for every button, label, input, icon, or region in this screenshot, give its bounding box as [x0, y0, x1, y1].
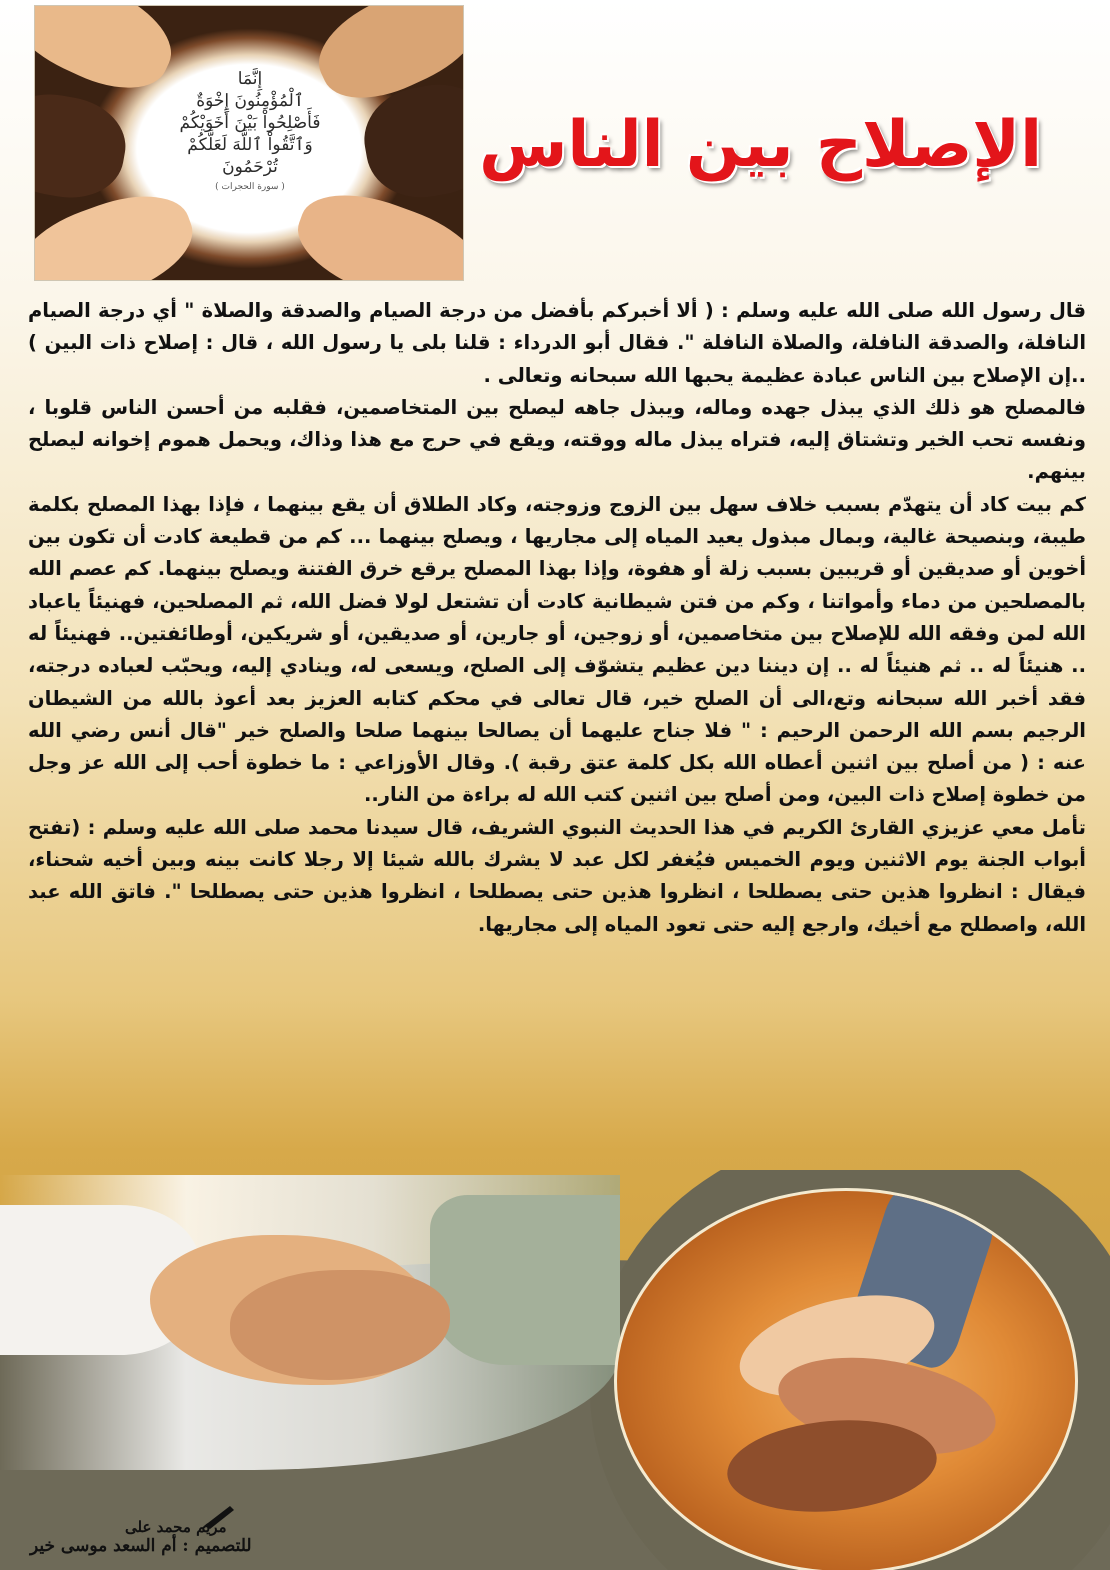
hands-circle-verse-image	[34, 5, 464, 281]
verse-line: تُرْحَمُونَ	[222, 157, 278, 177]
verse-source: ( سورة الحجرات )	[215, 182, 285, 192]
designer-credit: للتصميم : أم السعد موسى خير	[30, 1536, 252, 1556]
verse-line: فَأَصْلِحُواْ بَيْنَ أَخَوَيْكُمْ	[179, 113, 321, 133]
article-paragraph: فالمصلح هو ذلك الذي يبذل جهده وماله، ويبذل جاهه ليصلح بين المتخاصمين، فقلبه من أحسن الناس قلوبا ، ونفسه تحب الخير وتشتاق إليه، فتراه يبذل ماله ووقته، ويقع في حرج مع هذا وذاك، ويحمل هموم إخوانه ليصلح بينهم.	[28, 395, 1086, 484]
bottom-decoration	[0, 1170, 1110, 1570]
handshake-image	[0, 1175, 620, 1470]
article-body	[28, 295, 1086, 941]
stacked-hands-image	[614, 1188, 1078, 1570]
verse-line: إِنَّمَا	[237, 69, 263, 89]
verse-line: ٱلْمُؤْمِنُونَ إِخْوَةٌ	[196, 91, 304, 111]
sleeve-shape	[430, 1195, 620, 1365]
article-paragraph: كم بيت كاد أن يتهدّم بسبب خلاف سهل بين الزوج وزوجته، وكاد الطلاق أن يقع بينهما ، فإذا بهذا المصلح بكلمة طيبة، وبنصيحة غالية، وبمال مبذول يعيد المياه إلى مجاريها ، ويصلح بينهما ... كم من قطيعة كادت أن تكون بين أخوين أو صديقين أو قريبين بسبب زلة أو هفوة، وإذا بهذا المصلح يرقع خرق الفتنة ويصلح بينهما. كم عصم الله بالمصلحين من دماء وأمواتنا ، وكم من فتن شيطانية كادت أن تشتعل لولا فضل الله، ثم المصلحين، فهنيئاً ياعباد الله لمن وفقه الله للإصلاح بين متخاصمين، أو زوجين، أو جارين، أو صديقين، أو شريكين، أوطائفتين.. فهنيئاً له .. هنيئاً له .. ثم هنيئاً له .. إن ديننا دين عظيم يتشوّف إلى الصلح، ويسعى له، وينادي إليه، ويحبّب لعباده درجته، فقد أخبر الله سبحانه وتع،الى أن الصلح خير، قال تعالى في محكم كتابه العزيز بعد أعوذ بالله من الشيطان الرجيم بسم الله الرحمن الرحيم : " فلا جناح عليهما أن يصالحا بينهما صلحا والصلح خير "قال أنس رضي الله عنه : ( من أصلح بين اثنين أعطاه الله بكل كلمة عتق رقبة ). وقال الأوزاعي : ما خطوة أحب إلى الله عز وجل من خطوة إصلاح ذات البين، ومن أصلح بين اثنين كتب الله له براءة من النار..	[28, 492, 1086, 807]
hand-shape	[230, 1270, 450, 1380]
article-paragraph: تأمل معي عزيزي القارئ الكريم في هذا الحديث النبوي الشريف، قال سيدنا محمد صلى الله عليه وسلم : (تفتح أبواب الجنة يوم الاثنين ويوم الخميس فيُغفر لكل عبد لا يشرك بالله شيئا إلا رجلا كانت بينه وبين أخيه شحناء، فيقال : انظروا هذين حتى يصطلحا ، انظروا هذين حتى يصطلحا ، انظروا هذين حتى يصطلحا ". فاتق الله عبد الله، واصطلح مع أخيك، وارجع إليه حتى تعود المياه إلى مجاريها.	[28, 815, 1086, 936]
verse-line: وَٱتَّقُواْ ٱللَّهَ لَعَلَّكُمْ	[187, 135, 313, 155]
hand-shape	[34, 85, 133, 206]
credits	[30, 1518, 252, 1556]
page-title: الإصلاح بين الناس	[479, 108, 1042, 182]
quran-verse	[140, 68, 360, 192]
article-paragraph: قال رسول الله صلى الله عليه وسلم : ( ألا أخبركم بأفضل من درجة الصيام والصدقة والصلاة " أي درجة الصيام النافلة، والصدقة النافلة، والصلاة النافلة ". فقال أبو الدرداء : قلنا بلى يا رسول الله ، قال : إصلاح ذات البين ) ..إن الإصلاح بين الناس عبادة عظيمة يحبها الله سبحانه وتعالى .	[28, 299, 1086, 387]
author-credit: مريم محمد على	[124, 1518, 227, 1536]
